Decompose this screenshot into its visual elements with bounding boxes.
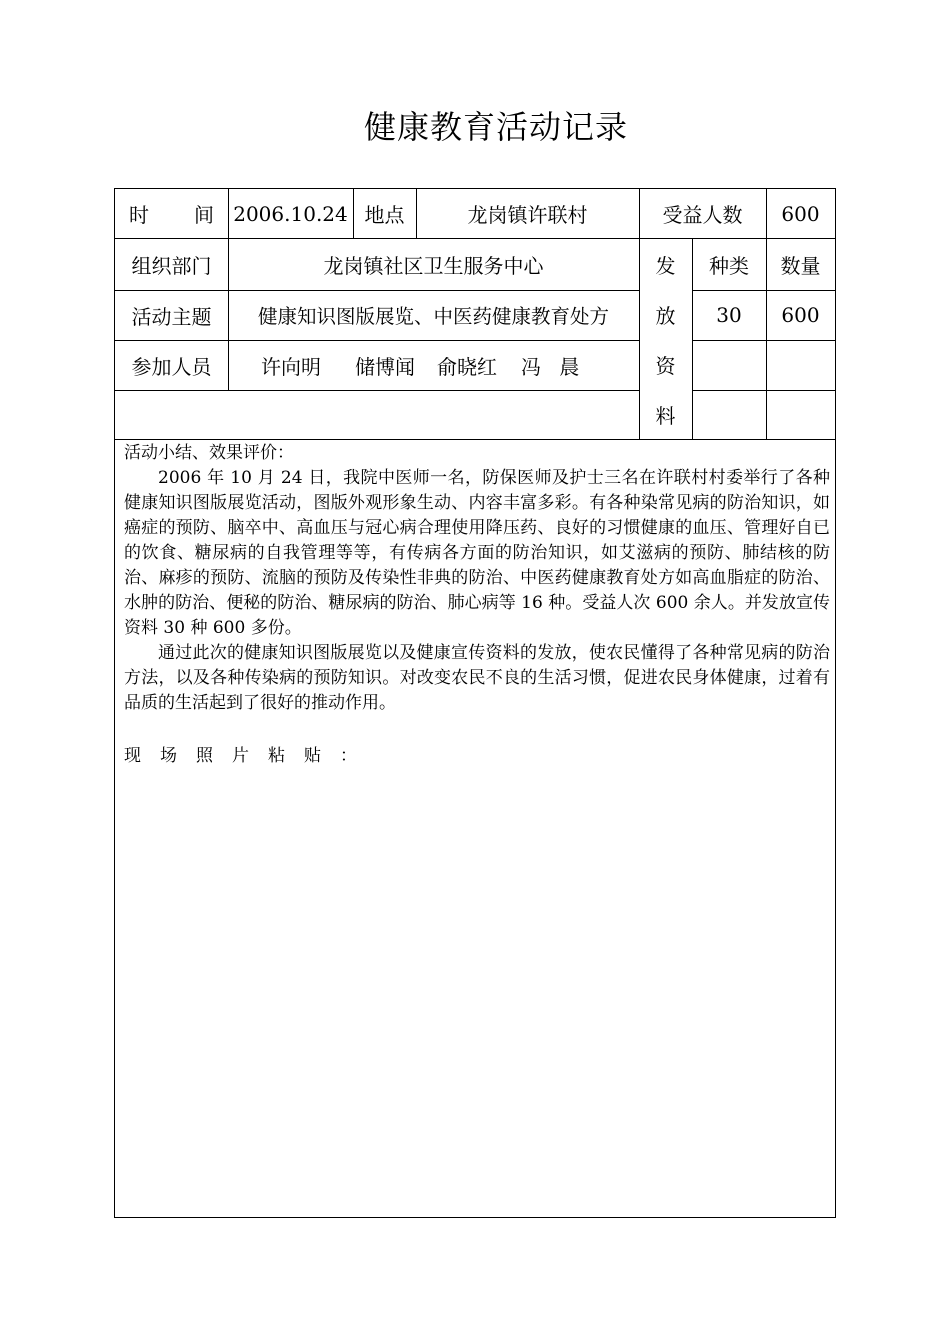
theme-value: 健康知识图版展览、中医药健康教育处方 xyxy=(257,305,609,328)
date-value: 2006.10.24 xyxy=(233,201,348,226)
place-label: 地点 xyxy=(364,203,405,227)
materials-vertical-label xyxy=(639,239,692,439)
time-label-char: 时 xyxy=(129,203,149,227)
photo-paste-label: 现场照片粘贴： xyxy=(124,746,376,766)
time-label xyxy=(115,189,228,238)
place-value: 龙岗镇许联村 xyxy=(467,203,588,227)
qty-header: 数量 xyxy=(780,253,821,278)
time-label-char: 间 xyxy=(194,203,214,227)
participant-name: 冯 晨 xyxy=(521,354,580,379)
row-divider xyxy=(115,390,639,391)
summary-section xyxy=(124,441,830,716)
vertical-label-char: 资 xyxy=(655,353,676,378)
row-divider xyxy=(115,439,835,440)
material-type: 30 xyxy=(716,303,742,327)
material-qty xyxy=(766,340,835,390)
beneficiaries-value: 600 xyxy=(781,201,820,226)
participants-value xyxy=(228,340,639,390)
material-qty: 600 xyxy=(781,303,820,327)
participant-name: 许向明 xyxy=(261,354,321,379)
vertical-label-char: 发 xyxy=(655,253,676,278)
participants-label: 参加人员 xyxy=(131,354,212,379)
summary-paragraph: 通过此次的健康知识图版展览以及健康宣传资料的发放，使农民懂得了各种常见病的防治方法，以及各种传染病的预防知识。对改变农民不良的生活习惯，促进农民身体健康，过着有品质的生活起到了很好的推动作用。 xyxy=(124,643,830,713)
org-label: 组织部门 xyxy=(131,253,212,278)
material-qty xyxy=(766,390,835,439)
theme-label: 活动主题 xyxy=(131,304,212,329)
participant-name: 储博闻 xyxy=(355,354,415,379)
activity-record-form xyxy=(114,188,836,1218)
material-type xyxy=(692,390,766,439)
vertical-label-char: 放 xyxy=(655,303,676,328)
vertical-label-char: 料 xyxy=(655,403,676,428)
page-title: 健康教育活动记录 xyxy=(363,108,628,146)
summary-paragraph: 2006 年 10 月 24 日，我院中医师一名，防保医师及护士三名在许联村村委举行了各种健康知识图版展览活动，图版外观形象生动、内容丰富多彩。有各种染常见病的防治知识，如癌症的预防、脑卒中、高血压与冠心病合理使用降压药、良好的习惯健康的血压、管理好自已的饮食、糖尿病的自我管理等等，有传病各方面的防治知识，如艾滋病的预防、肺结核的防治、麻疹的预防、流脑的预防及传染性非典的防治、中医药健康教育处方如高血脂症的防治、水肿的防治、便秘的防治、糖尿病的防治、肺心病等 16 种。受益人次 600 余人。并发放宣传资料 30 种 600 多份。 xyxy=(124,468,830,638)
type-header: 种类 xyxy=(709,253,749,278)
material-type xyxy=(692,340,766,390)
summary-heading: 活动小结、效果评价： xyxy=(124,443,294,463)
beneficiaries-label: 受益人数 xyxy=(662,203,743,227)
org-value: 龙岗镇社区卫生服务中心 xyxy=(323,253,544,278)
participant-name: 俞晓红 xyxy=(437,354,497,379)
